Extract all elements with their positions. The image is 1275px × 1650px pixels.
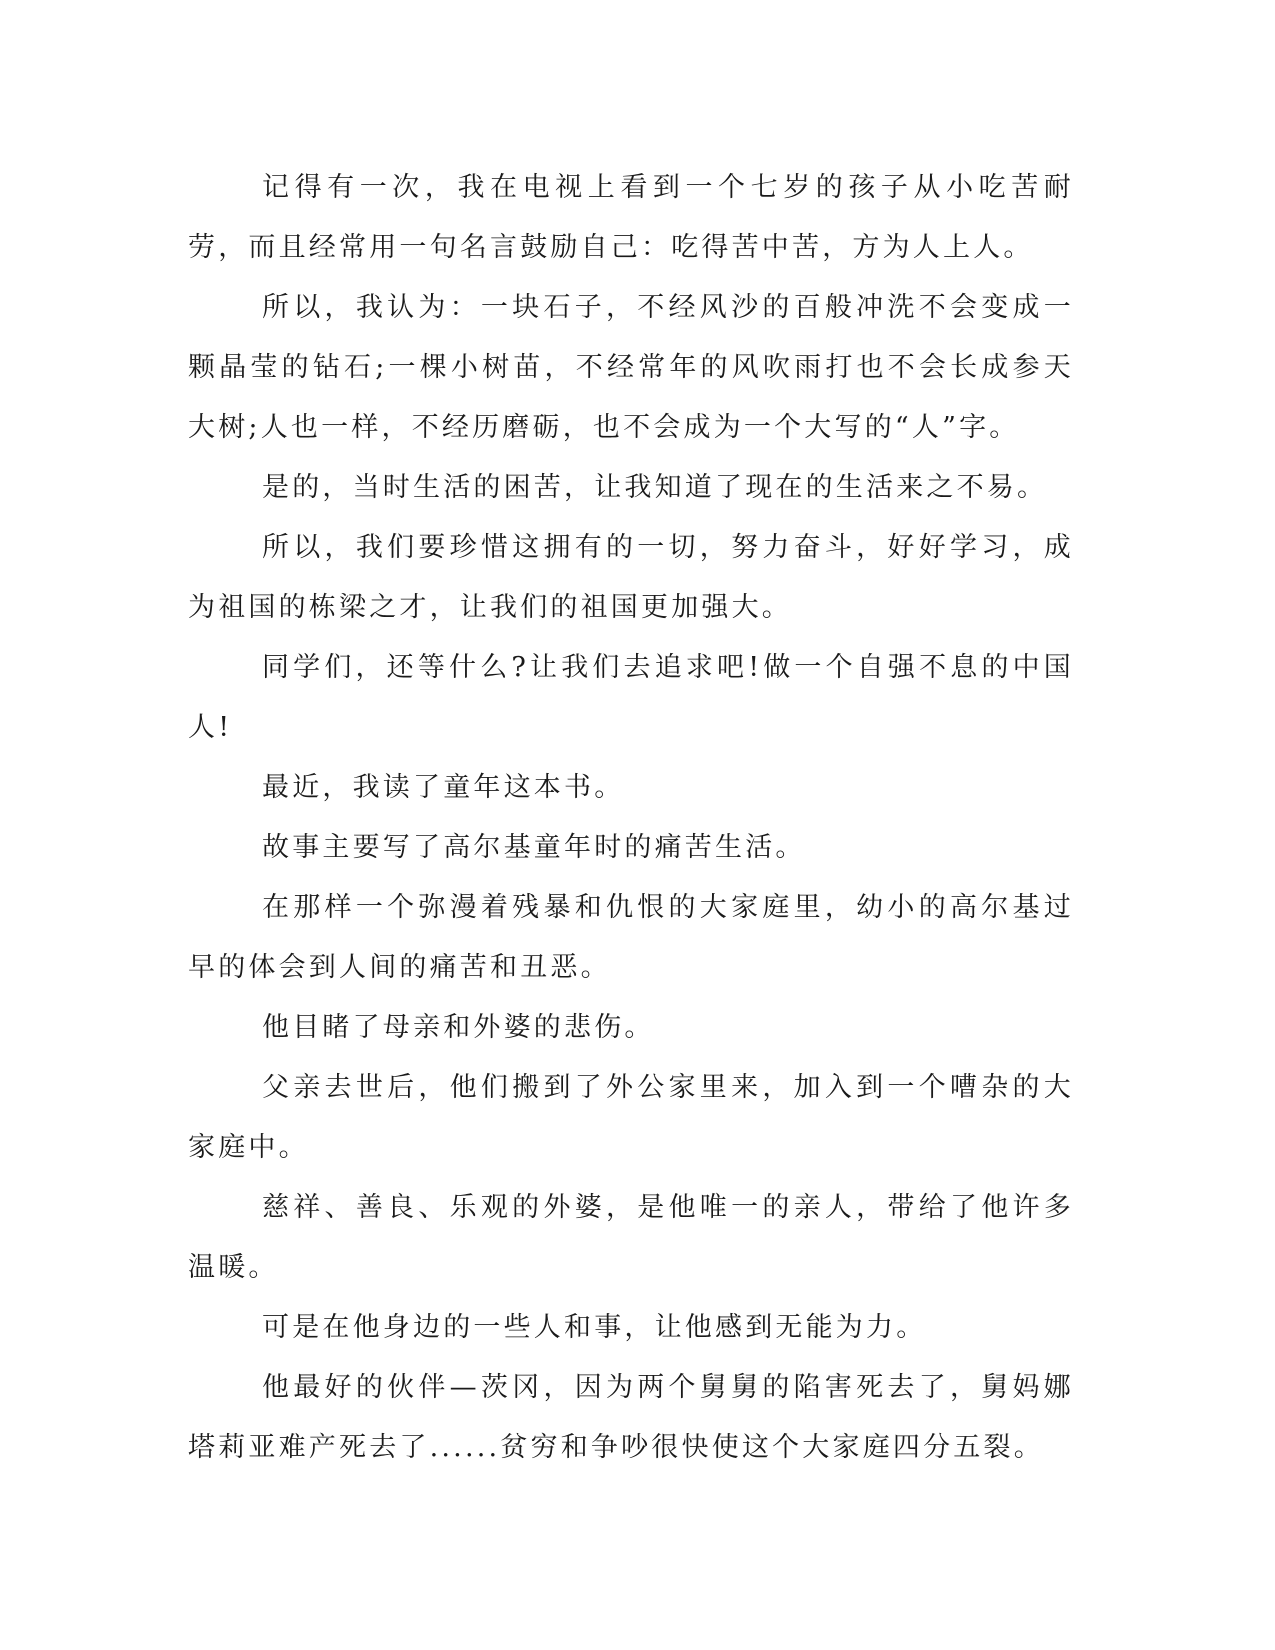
paragraph: 慈祥、善良、乐观的外婆，是他唯一的亲人，带给了他许多温暖。 xyxy=(188,1192,1074,1283)
paragraph: 是的，当时生活的困苦，让我知道了现在的生活来之不易。 xyxy=(262,472,1048,503)
paragraph: 可是在他身边的一些人和事，让他感到无能为力。 xyxy=(262,1312,927,1343)
paragraph: 他最好的伙伴—茨冈，因为两个舅舅的陷害死去了，舅妈娜塔莉亚难产死去了......贫穷和争吵很快使这个大家庭四分五裂。 xyxy=(188,1372,1074,1463)
paragraph: 同学们，还等什么?让我们去追求吧!做一个自强不息的中国人! xyxy=(188,652,1074,743)
paragraph: 在那样一个弥漫着残暴和仇恨的大家庭里，幼小的高尔基过早的体会到人间的痛苦和丑恶。 xyxy=(188,892,1074,983)
paragraph: 父亲去世后，他们搬到了外公家里来，加入到一个嘈杂的大家庭中。 xyxy=(188,1072,1074,1163)
paragraph: 他目睹了母亲和外婆的悲伤。 xyxy=(262,1012,655,1043)
paragraph: 所以，我们要珍惜这拥有的一切，努力奋斗，好好学习，成为祖国的栋梁之才，让我们的祖国更加强大。 xyxy=(188,532,1074,623)
paragraph: 记得有一次，我在电视上看到一个七岁的孩子从小吃苦耐劳，而且经常用一句名言鼓励自己：吃得苦中苦，方为人上人。 xyxy=(188,172,1074,263)
paragraph: 最近，我读了童年这本书。 xyxy=(262,772,625,803)
document-body xyxy=(188,158,1074,1478)
paragraph: 所以，我认为：一块石子，不经风沙的百般冲洗不会变成一颗晶莹的钻石;一棵小树苗，不经常年的风吹雨打也不会长成参天大树;人也一样，不经历磨砺，也不会成为一个大写的“人”字。 xyxy=(188,292,1074,443)
paragraph: 故事主要写了高尔基童年时的痛苦生活。 xyxy=(262,832,806,863)
